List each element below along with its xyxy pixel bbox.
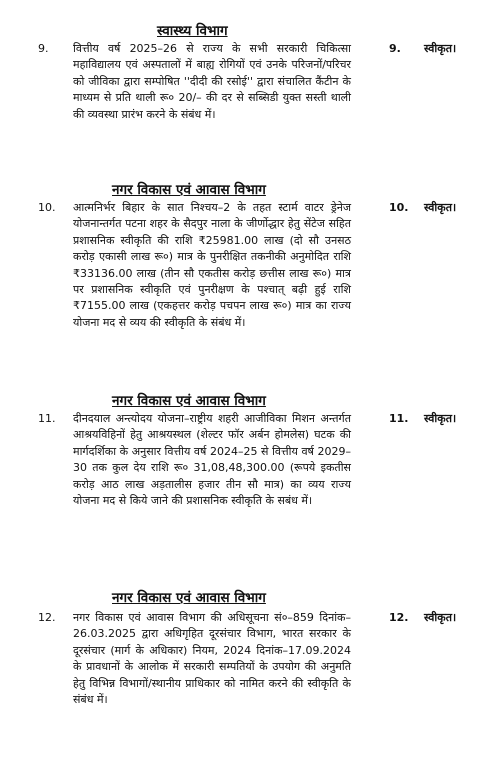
decision-status: स्वीकृत। [424, 201, 457, 214]
item-number: 9. [38, 42, 49, 55]
item-number: 12. [38, 611, 56, 624]
decision-number: 12. [389, 611, 409, 624]
decision-number: 11. [389, 412, 409, 425]
item-number: 11. [38, 412, 56, 425]
item-description: वित्तीय वर्ष 2025–26 से राज्य के सभी सरकारी चिकित्सा महाविद्यालय एवं अस्पतालों में बाह्य रोगियों एवं उनके परिजनों/परिचर को जीविका द्वारा सम्पोषित ''दीदी की रसोई'' द्वारा संचालित कैंटीन के माध्यम से प्रति थाली रू० 20/– की दर से सब्सिडी युक्त सस्ती थाली की व्यवस्था प्रारंभ करने के संबंध में। [73, 42, 351, 121]
decision-number: 9. [389, 42, 401, 55]
department-heading: नगर विकास एवं आवास विभाग [112, 590, 266, 606]
department-heading: स्वास्थ्य विभाग [157, 23, 228, 39]
department-heading: नगर विकास एवं आवास विभाग [112, 182, 266, 198]
decision-status: स्वीकृत। [424, 412, 457, 425]
department-heading: नगर विकास एवं आवास विभाग [112, 393, 266, 409]
decision-status: स्वीकृत। [424, 42, 457, 55]
decision-number: 10. [389, 201, 409, 214]
item-number: 10. [38, 201, 56, 214]
item-description: आत्मनिर्भर बिहार के सात निश्चय–2 के तहत स्टार्म वाटर ड्रेनेज योजनान्तर्गत पटना शहर के सैदपुर नाला के जीर्णोद्धार हेतु सेंटेज सहित प्रशासनिक स्वीकृति की राशि ₹25981.00 लाख (दो सौ उनसठ करोड़ एकासी लाख रू०) मात्र के पुनरीक्षित तकनीकी अनुमोदित राशि ₹33136.00 लाख (तीन सौ एकतीस करोड़ छत्तीस लाख रू०) मात्र पर प्रशासनिक स्वीकृति एवं पुनरीक्षण के पश्चात् बढ़ी हुई राशि ₹7155.00 लाख (एकहत्तर करोड़ पचपन लाख रू०) मात्र का राज्य योजना मद से व्यय की स्वीकृति के संबंध में। [73, 201, 351, 329]
item-description: नगर विकास एवं आवास विभाग की अधिसूचना सं०–859 दिनांक–26.03.2025 द्वारा अधिगृहित दूरसंचार विभाग, भारत सरकार के दूरसंचार (मार्ग के अधिकार) नियम, 2024 दिनांक–17.09.2024 के प्रावधानों के आलोक में सरकारी सम्पतियों के उपयोग की अनुमति हेतु विभिन्न विभागों/स्थानीय प्राधिकार को नामित करने की स्वीकृति के संबंध में। [73, 611, 351, 707]
decision-status: स्वीकृत। [424, 611, 457, 624]
item-description: दीनदयाल अन्त्योदय योजना–राष्ट्रीय शहरी आजीविका मिशन अन्तर्गत आश्रयविहिनों हेतु आश्रयस्थल (शेल्टर फॉर अर्बन होमलेस) घटक की मार्गदर्शिका के अनुसार वित्तीय वर्ष 2024–25 से वित्तीय वर्ष 2029–30 तक कुल देय राशि रू० 31,08,48,300.00 (रूपये इकतीस करोड़ आठ लाख अड़तालीस हजार तीन सौ मात्र) का व्यय राज्य योजना मद से किये जाने की प्रशासनिक स्वीकृति के सबंध में। [73, 412, 351, 508]
